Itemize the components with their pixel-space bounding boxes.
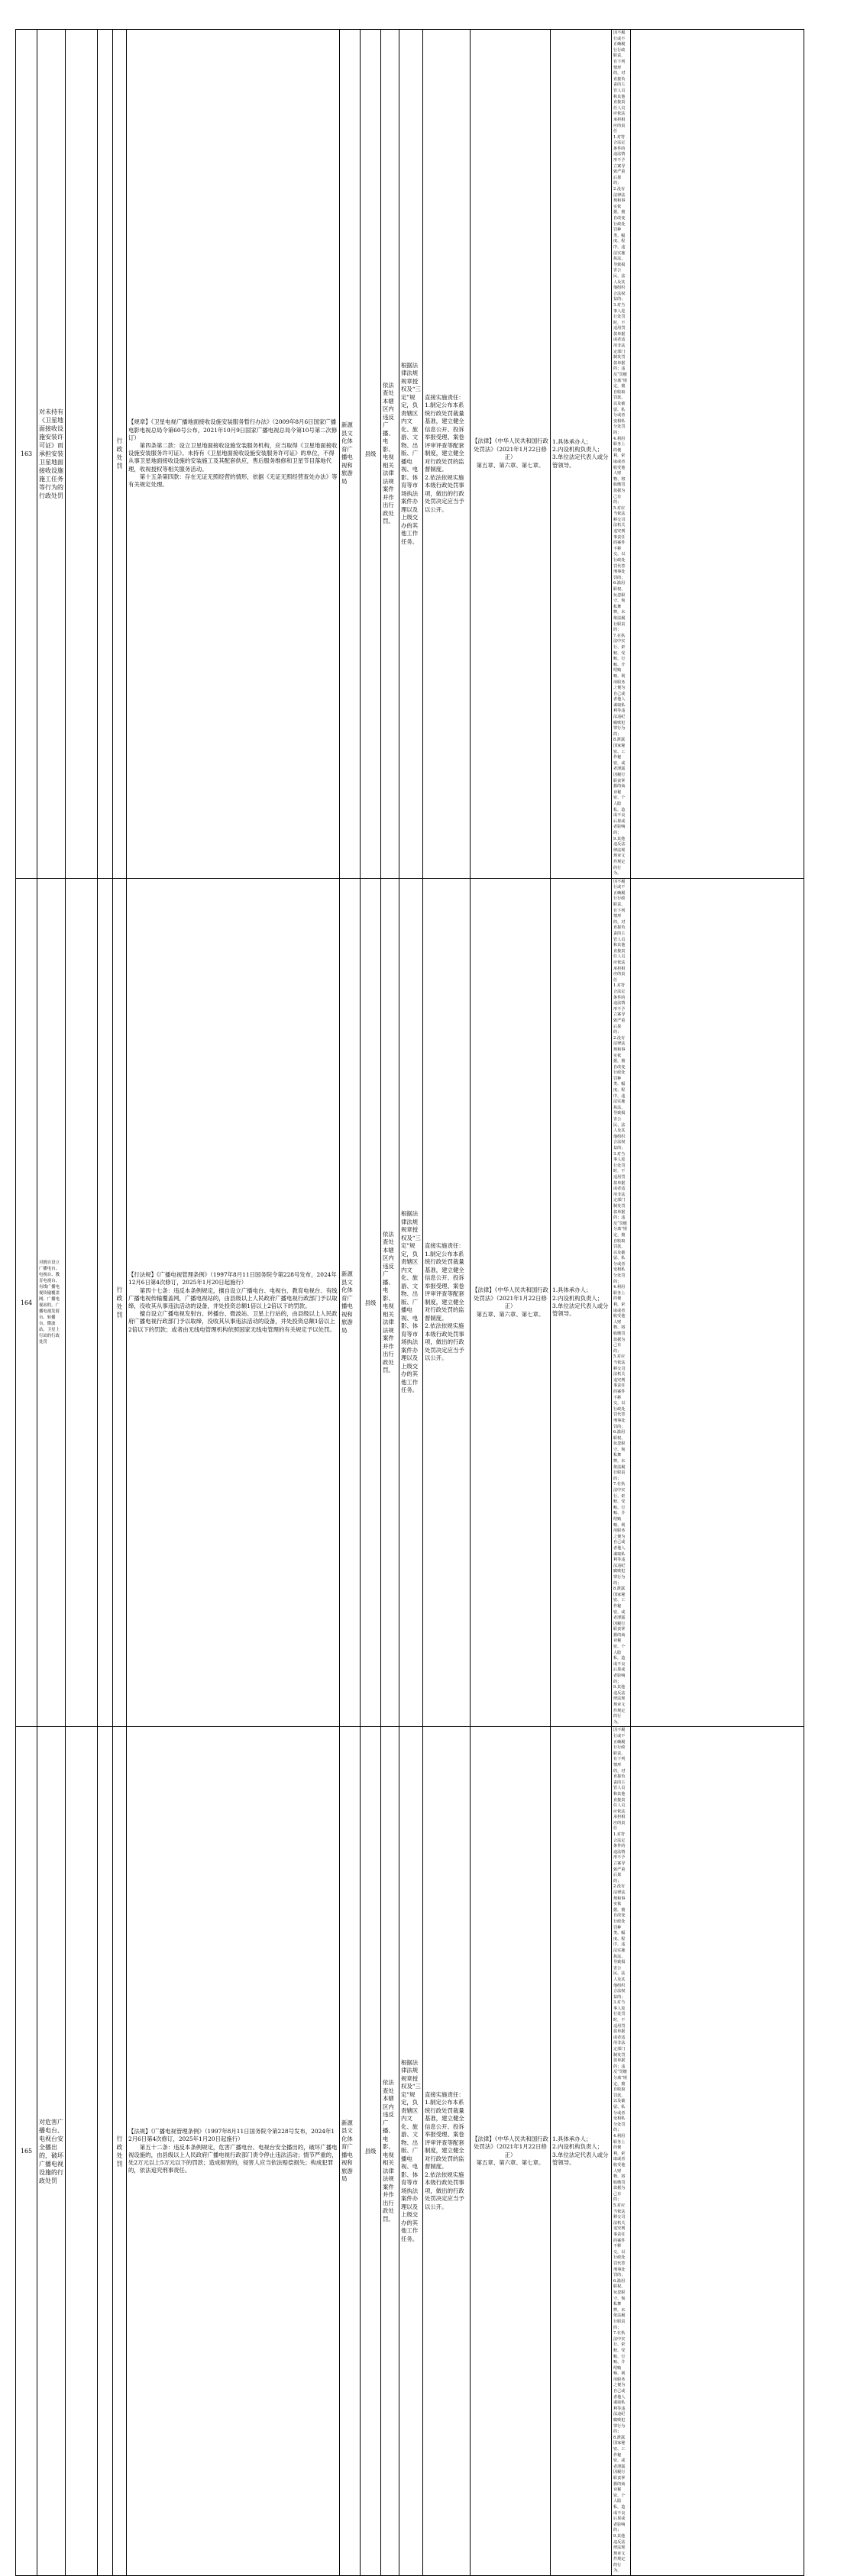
case-line: 7.在执法中实行、索赔、受贿、行贿、介绍贿赂、利用职务之便为自己或者他人谋取私利等违法违纪腐败犯罪行为的； xyxy=(613,2331,626,2435)
responsible-persons: 1.具体承办人； 2.内设机构负责人； 3.单位法定代表人或分管领导。 xyxy=(551,878,612,1727)
case-line: 3.对当事人进行处罚时，不适用罚款单据或者适用非法定部门制发罚款单据的；违反“罚缴分离”规定，擅自收取罚款，以及截留、私分或者变相私分处罚的； xyxy=(613,302,627,435)
case-line: 1.对符合法定条件的违法情形不予立案导致严重后果的； xyxy=(613,1832,626,1884)
basis-paragraph: 第四十七条：违反本条例规定，擅自设立广播电台、电视台、教育电视台、有线广播电视传输覆盖网，广播电视站的，由县级以上人民政府广播电视行政部门予以取缔，没收其从事违法活动的设备，并处投资总额1倍以上2倍以下的罚款。 xyxy=(128,1286,338,1310)
department: 新源县文化体育广播电视和旅游局 xyxy=(340,30,361,879)
item-kind: 行政处罚 xyxy=(113,878,127,1727)
case-line: 6.滥用职权、玩忽职守、徇私舞弊，未依法履行职责的； xyxy=(613,2278,626,2330)
basis-paragraph: 擅自设立广播电视发射台、转播台、微波站、卫星上行站的，由县级以上人民政府广播电视行政部门予以取缔，没收其从事违法活动的设备，并处投资总额1倍以上2倍以下的罚款；或者由无线电管理机构依照国家无线电管理的有关规定予以处罚。 xyxy=(128,1310,338,1333)
accountability-law: 【法律】《中华人民共和国行政处罚法》（2021年1月22日修正） 第五章、第六章、第七章。 xyxy=(471,878,551,1727)
case-line: 3.对当事人进行处罚时，不适用罚款单据或者适用非法定部门制发罚款单据的；违反“罚缴分离”规定，擅自收取罚款，以及截留、私分或者变相私分处罚的； xyxy=(613,2000,627,2133)
case-line: 因不履行或不正确履行行政职责，有下列情形的，对直接负责的主管人员和其他直接责任人员应依法承担相应的责任 xyxy=(613,879,626,983)
responsible-persons: 1.具体承办人； 2.内设机构负责人； 3.单位法定代表人或分管领导。 xyxy=(551,1727,612,2576)
authority-source: 根据法律法规规章授权及“三定”规定，负责辖区内文化、旅游、文物、出版、广播电视、电影、体育等市场执法案件办理以及上级交办的其他工作任务。 xyxy=(399,1727,423,2576)
row-number: 165 xyxy=(16,1727,37,2576)
table-row xyxy=(16,30,804,879)
row-number: 164 xyxy=(16,878,37,1727)
item-name: 对未持有《卫星地面接收设施安装许可证》而承担安装卫星地面接收设施施工任务等行为的行政处罚 xyxy=(37,30,66,879)
item-name: 对擅自设立广播电台、电视台、教育电视台、有线广播电视传输覆盖网、广播电视站的，广播电视发射台、转播台、微波站、卫星上行站的行政处罚 xyxy=(37,878,66,1727)
enforcement-scope: 依法查处本辖区内违反广播、电影、电视相关法律法规案件并作出行政处罚。 xyxy=(381,30,399,879)
legal-basis xyxy=(127,1727,340,2576)
empty-cell xyxy=(631,1727,804,2576)
case-line: 2.没有法律法规和事实依据，擅自改变行政处罚种类、幅度、程序，违法实施执法，导致损害公民、法人及其他组织合法权益的； xyxy=(613,187,626,302)
accountability-law: 【法律】《中华人民共和国行政处罚法》（2021年1月22日修正） 第五章、第六章、第七章。 xyxy=(471,30,551,879)
case-line: 2.没有法律法规和事实依据，擅自改变行政处罚种类、幅度、程序，违法实施执法，导致损害公民、法人及其他组织合法权益的； xyxy=(613,1035,626,1151)
row-number: 163 xyxy=(16,30,37,879)
table-row xyxy=(16,878,804,1727)
case-line: 1.对符合法定条件的违法情形不予立案导致严重后果的； xyxy=(613,983,626,1035)
responsibility-table xyxy=(15,29,804,2576)
empty-cell xyxy=(66,878,98,1727)
case-line: 因不履行或不正确履行行政职责，有下列情形的，对直接负责的主管人员和其他直接责任人员应依法承担相应的责任 xyxy=(613,31,626,134)
case-line: 4.利用职务上的便利，索取或者收受他人财物、将收缴罚款据为己有的； xyxy=(613,1285,626,1354)
implementation-duty: 直接实施责任： 1.制定公布本系统行政处罚裁量基准，建立健全信息公开、投诉举报受理、案卷评审评查等配套制度，建立健全对行政处罚的监督制度。 2.依法依规实施本级行政处罚事项，做出的行政处罚决定应当予以公开。 xyxy=(423,30,471,879)
basis-paragraph: 【法规】《广播电视管理条例》（1997年8月11日国务院令第228号发布，2024年12月6日第4次修订，2025年1月20日起施行） xyxy=(128,2128,335,2143)
enforcement-scope: 依法查处本辖区内违反广播、电影、电视相关法律法规案件并作出行政处罚。 xyxy=(381,878,399,1727)
case-line: 7.在执法中实行、索赔、受贿、行贿、介绍贿赂、利用职务之便为自己或者他人谋取私利等违法违纪腐败犯罪行为的； xyxy=(613,633,626,737)
implementation-duty: 直接实施责任： 1.制定公布本系统行政处罚裁量基准，建立健全信息公开、投诉举报受理、案卷评审评查等配套制度，建立健全对行政处罚的监督制度。 2.依法依规实施本级行政处罚事项，做出的行政处罚决定应当予以公开。 xyxy=(423,1727,471,2576)
table-row xyxy=(16,1727,804,2576)
accountability-cases xyxy=(612,878,631,1727)
item-kind: 行政处罚 xyxy=(113,1727,127,2576)
empty-cell xyxy=(631,878,804,1727)
empty-cell xyxy=(66,30,98,879)
authority-source: 根据法律法规规章授权及“三定”规定，负责辖区内文化、旅游、文物、出版、广播电视、电影、体育等市场执法案件办理以及上级交办的其他工作任务。 xyxy=(399,878,423,1727)
accountability-law: 【法律】《中华人民共和国行政处罚法》（2021年1月22日修正） 第五章、第六章、第七章。 xyxy=(471,1727,551,2576)
basis-paragraph: 第十五条第四款：存在无证无照经营的情形，依据《无证无照经营查处办法》等有关规定处理。 xyxy=(128,473,338,489)
implementation-duty: 直接实施责任： 1.制定公布本系统行政处罚裁量基准，建立健全信息公开、投诉举报受理、案卷评审评查等配套制度，建立健全对行政处罚的监督制度。 2.依法依规实施本级行政处罚事项，做出的行政处罚决定应当予以公开。 xyxy=(423,878,471,1727)
case-line: 4.利用职务上的便利，索取或者收受他人财物、将收缴罚款据为己有的； xyxy=(613,2133,626,2203)
case-line: 8.泄露国家秘密、工作秘密，或者泄露因履行职责掌握的商业秘密、个人隐私，造成不良后果或者影响的； xyxy=(613,738,626,835)
case-line: 1.对符合法定条件的违法情形不予立案导致严重后果的； xyxy=(613,134,626,186)
case-line: 2.没有法律法规和事实依据，擅自改变行政处罚种类、幅度、程序，违法实施执法，导致损害公民、法人及其他组织合法权益的； xyxy=(613,1884,626,2000)
basis-paragraph: 第四条第二款：设立卫星地面接收设施安装服务机构，应当取得《卫星地面接收设施安装服务许可证》。未持有《卫星地面接收设施安装服务许可证》的单位，不得从事卫星地面接收设施的安装施工及其配套供应，售后服务维修和卫星节目落地代理，收视授权等相关服务活动。 xyxy=(128,442,338,473)
responsible-persons: 1.具体承办人； 2.内设机构负责人； 3.单位法定代表人或分管领导。 xyxy=(551,30,612,879)
empty-cell xyxy=(631,30,804,879)
item-name: 对危害广播电台、电视台安全播出的，破坏广播电视设施的行政处罚 xyxy=(37,1727,66,2576)
case-line: 9.其他违反法律法规规章文件规定的行为。 xyxy=(613,836,626,876)
case-line: 5.对应当依法移交司法机关追究刑事责任的案件不移交，以行政处罚代替刑事处罚的； xyxy=(613,505,626,580)
authority-source: 根据法律法规规章授权及“三定”规定，负责辖区内文化、旅游、文物、出版、广播电视、电影、体育等市场执法案件办理以及上级交办的其他工作任务。 xyxy=(399,30,423,879)
department: 新源县文化体育广播电视和旅游局 xyxy=(340,878,361,1727)
empty-cell xyxy=(98,1727,113,2576)
empty-cell xyxy=(66,1727,98,2576)
case-line: 8.泄露国家秘密、工作秘密，或者泄露因履行职责掌握的商业秘密、个人隐私，造成不良后果或者影响的； xyxy=(613,2435,626,2533)
case-line: 5.对应当依法移交司法机关追究刑事责任的案件不移交，以行政处罚代替刑事处罚的； xyxy=(613,2203,626,2278)
case-line: 9.其他违反法律法规规章文件规定的行为。 xyxy=(613,1685,626,1725)
basis-paragraph: 【规章】《卫星电视广播地面接收设施安装服务暂行办法》（2009年8月6日国家广播电影电视总局令第60号公布，2021年10月9日国家广播电视总局令第10号第二次修订） xyxy=(128,418,338,441)
case-line: 6.滥用职权、玩忽职守、徇私舞弊，未依法履行职责的； xyxy=(613,581,626,633)
level: 县级 xyxy=(361,878,381,1727)
department: 新源县文化体育广播电视和旅游局 xyxy=(340,1727,361,2576)
enforcement-scope: 依法查处本辖区内违反广播、电影、电视相关法律法规案件并作出行政处罚。 xyxy=(381,1727,399,2576)
legal-basis xyxy=(127,30,340,879)
case-line: 9.其他违反法律法规规章文件规定的行为。 xyxy=(613,2533,626,2574)
case-line: 8.泄露国家秘密、工作秘密，或者泄露因履行职责掌握的商业秘密、个人隐私，造成不良后果或者影响的； xyxy=(613,1587,626,1684)
case-line: 6.滥用职权、玩忽职守、徇私舞弊，未依法履行职责的； xyxy=(613,1430,626,1481)
level: 县级 xyxy=(361,1727,381,2576)
accountability-cases xyxy=(612,30,631,879)
level: 县级 xyxy=(361,30,381,879)
case-line: 3.对当事人进行处罚时，不适用罚款单据或者适用非法定部门制发罚款单据的；违反“罚缴分离”规定，擅自收取罚款，以及截留、私分或者变相私分处罚的； xyxy=(613,1151,627,1284)
accountability-cases xyxy=(612,1727,631,2576)
basis-paragraph: 【行法规】《广播电视管理条例》（1997年8月11日国务院令第228号发布，2024年12月6日第4次修订，2025年1月20日起施行） xyxy=(128,1271,337,1286)
case-line: 4.利用职务上的便利，索取或者收受他人财物、将收缴罚款据为己有的； xyxy=(613,436,626,505)
empty-cell xyxy=(98,30,113,879)
legal-basis xyxy=(127,878,340,1727)
case-line: 5.对应当依法移交司法机关追究刑事责任的案件不移交，以行政处罚代替刑事处罚的； xyxy=(613,1354,626,1429)
case-line: 7.在执法中实行、索赔、受贿、行贿、介绍贿赂、利用职务之便为自己或者他人谋取私利等违法违纪腐败犯罪行为的； xyxy=(613,1482,626,1586)
case-line: 因不履行或不正确履行行政职责，有下列情形的，对直接负责的主管人员和其他直接责任人员应依法承担相应的责任 xyxy=(613,1728,626,1832)
empty-cell xyxy=(98,878,113,1727)
item-kind: 行政处罚 xyxy=(113,30,127,879)
basis-paragraph: 第五十二条：违反本条例规定，危害广播电台、电视台安全播出的，破坏广播电视设施的，由县级以上人民政府广播电视行政部门责令停止违法活动；情节严重的，处2万元以上5万元以下的罚款；造成损害的，侵害人应当依法赔偿损失；构成犯罪的，依法追究刑事责任。 xyxy=(128,2143,338,2174)
